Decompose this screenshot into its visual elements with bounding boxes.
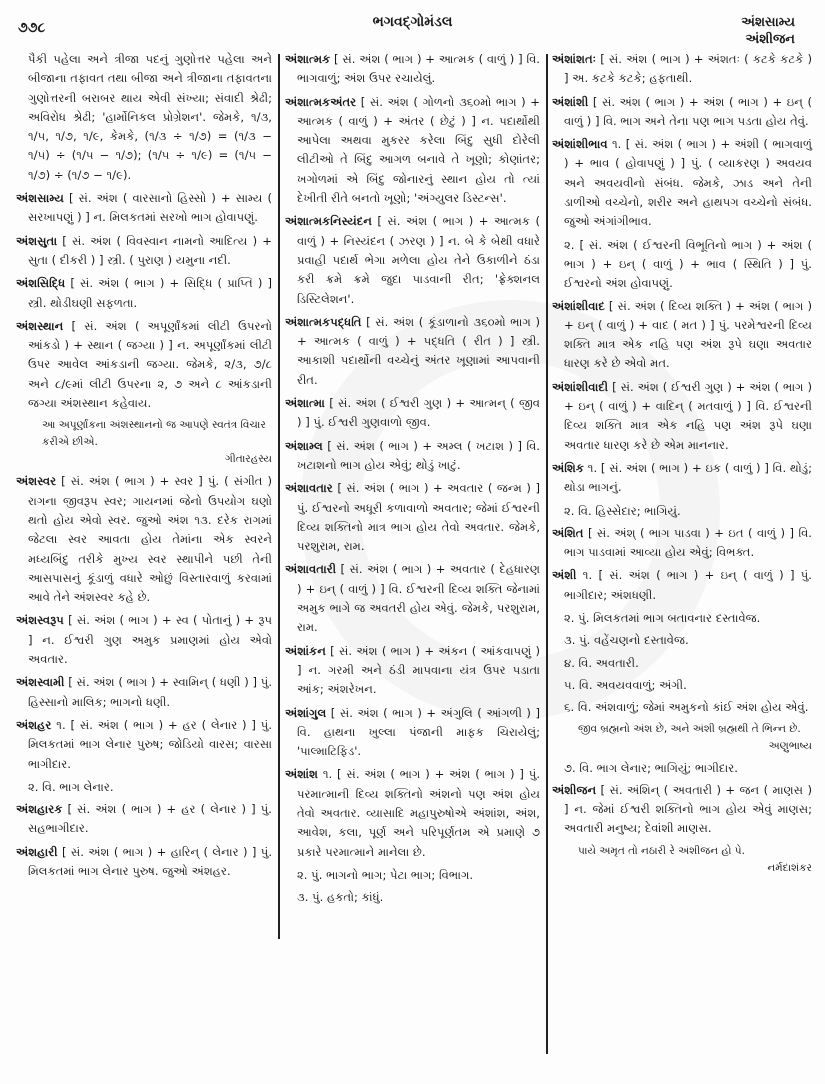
sense-item: ૨. વિ. હિસ્સેદાર; ભાગિયું. — [564, 503, 681, 518]
column-divider — [278, 54, 280, 939]
dictionary-entry — [285, 93, 540, 209]
page-number: ૭૭૮ — [18, 20, 46, 36]
sense-item: ૫. વિ. અવયવવાળું; અંગી. — [564, 677, 687, 692]
dictionary-entry — [16, 843, 272, 882]
column-3 — [552, 50, 812, 1068]
definition-text: [ સં. અંશ ( ભાગ ) + સ્વ ( પોતાનું ) + રૂપ ] ન. ઈશ્વરી ગુણ અમુક પ્રમાણમાં હોય એવો અવતાર. — [28, 613, 273, 667]
dictionary-entry — [16, 611, 272, 669]
dictionary-entry — [552, 459, 812, 498]
guide-word-first: અંશસામ્ય — [741, 15, 795, 30]
sense-item: ૭. વિ. ભાગ લેનાર; ભાગિયું; ભાગીદાર. — [564, 760, 738, 775]
headword: અંશાંશીવાદ — [552, 298, 605, 313]
definition-text: ૧. [ સં. અંશ ( ભાગ ) + ઇક ( વાળું ) ] વિ. થોડું; થોડા ભાગનું. — [564, 460, 812, 495]
dictionary-entry — [285, 765, 540, 861]
headword: અંશાંશી — [552, 94, 589, 109]
definition-text: [ સં. અંશ ( ભાગ ) + આત્મક ( વાળું ) + નિસ્યંદન ( ઝરણ ) ] ન. બે કે બેથી વધારે પ્રવાહી પદાર્થ ભેગા મળેલા હોય તેને ઉકાળીને ઠંડા કરી ક્રમે ક્રમે જુદા પાડવાની રીત; 'ફ્રેક્શનલ ડિસ્ટિલેશન'. — [297, 214, 540, 306]
headword: અંશસ્વામી — [16, 675, 65, 690]
sense-item: ૪. વિ. અવતારી. — [564, 655, 639, 670]
definition-text: [ સં. અંશ ( ભાગ ) + સ્વર ] પું. ( સંગીત ) રાગના જીવરૂપ સ્વર; ગાયનમાં જેનો ઉપયોગ ઘણો થતો હોય એવો સ્વર. જુઓ અંશ ૧૩. દરેક રાગમાં જેટલા સ્વર આવતા હોય તેમાંના એક સ્વરને મધ્યબિંદુ તરીકે મુખ્ય સ્વર સ્થાપીને પછી તેની આસપાસનું કૂંડાળું વધારે ઓછું વિસ્તારવાળું કરવામાં આવે તેને અંશસ્વર કહે છે. — [28, 474, 272, 605]
dictionary-entry — [16, 673, 272, 712]
definition-text: [ સં. અંશ્ ( ભાગ પાડવા ) + ઇત ( વાળું ) ] વિ. ભાગ પાડવામાં આવ્યા હોય એવું; વિભક્ત. — [564, 525, 812, 560]
dictionary-entry — [552, 50, 812, 89]
sense-item: ૨. પું. મિલકતમાં ભાગ બતાવનાર દસ્તાવેજ. — [564, 611, 761, 626]
headword: અંશસ્વર — [16, 474, 57, 489]
headword: અંશસ્વરૂપ — [16, 613, 64, 628]
sense-item: ૨. પું. ભાગનો ભાગ; પેટા ભાગ; વિભાગ. — [297, 867, 474, 882]
dictionary-entry — [16, 189, 272, 228]
guide-words — [741, 14, 795, 48]
dictionary-entry — [285, 212, 540, 308]
dictionary-entry — [285, 479, 540, 556]
headword: અંશીજન — [552, 782, 597, 797]
definition-text: [ સં. અંશ ( ભાગ ) + અંશ ( ભાગ ) + ઇન્ ( વાળું ) ] વિ. ભાગ અને તેના પણ ભાગ પડતા હોય તેવું. — [564, 94, 812, 128]
definition-text: [ સં. અંશ ( ભાગ ) + અમ્લ ( ખટાશ ) ] વિ. ખટાશનો ભાગ હોય એવું; થોડું ખાટું. — [297, 438, 540, 472]
definition-text: [ સં. અંશ ( ઈશ્વરી ગુણ ) + આત્મન્ ( જીવ ) ] પું. ઈશ્વરી ગુણવાળો જીવ. — [297, 396, 541, 430]
quote-text: જીવ બ્રહ્મનો અંશ છે, અને અંશી બ્રહ્મથી તે ભિન્ન છે. — [578, 722, 801, 735]
dictionary-entry — [16, 472, 272, 607]
quote-text: આ અપૂર્ણાંકના અંશસ્થાનનો જ આપણે સ્વતંત્ર વિચાર કરીએ છીએ. — [42, 419, 266, 449]
headword: અંશહર — [16, 717, 52, 732]
headword: અંશામ્લ — [285, 438, 323, 453]
dictionary-entry — [285, 394, 540, 433]
book-title: ભગવદ્ગોમંડલ — [372, 14, 453, 30]
headword: અંશહારી — [16, 844, 58, 859]
definition-text: ૧. [ સં. અંશ ( ભાગ ) + અંશ ( ભાગ ) ] પું. પરમાત્માની દિવ્ય શક્તિનો અંશનો પણ અંશ હોય તેવો અવતાર. વ્યાસાદિ મહાપુરુષોએ અંશાંશ, અંશ, આવેશ, કલા, પૂર્ણ અને પરિપૂર્ણતમ એ પ્રમાણે ૭ પ્રકારે પરમાત્માને માનેલા છે. — [297, 767, 541, 859]
dictionary-entry — [16, 317, 272, 413]
definition-text: [ સં. અંશ ( ભાગ ) + અંકન ( આંકવાપણું ) ] ન. ગરમી અને ઠંડી માપવાના યંત્ર ઉપર પડાતા આંક; અંશરેખન. — [297, 643, 540, 697]
sense-item: ૨. [ સં. અંશ ( ઈશ્વરની વિભૂતિનો ભાગ ) + અંશ ( ભાગ ) + ઇન્ ( વાળું ) + ભાવ ( સ્થિતિ ) ] પું. ઈશ્વરનો અંશ હોવાપણું. — [564, 237, 812, 291]
citation-quote — [42, 417, 272, 468]
dictionary-entry — [285, 642, 540, 700]
definition-text: [ સં. અંશ ( વિવસ્વાન નામનો આદિત્ય ) + સુતા ( દીકરી ) ] સ્ત્રી. ( પુરાણ ) યમુના નદી. — [28, 233, 272, 267]
headword: અંશાવતારી — [285, 562, 337, 577]
dictionary-entry — [16, 274, 272, 313]
column-divider — [546, 54, 548, 1054]
dictionary-entry — [16, 800, 272, 839]
headword: અંશાંશીવાદી — [552, 379, 609, 394]
definition-text: [ સં. અંશ ( ભાગ ) + સિદ્ધિ ( પ્રાપ્તિ ) ] સ્ત્રી. થોડીઘણી સફળતા. — [28, 276, 272, 310]
headword: અંશાત્મકનિસ્યંદન — [285, 214, 372, 229]
definition-text: [ સં. અંશ ( કૂંડાળાનો ૩૬૦મો ભાગ ) + આત્મક ( વાળું ) + પદ્ધતિ ( રીત ) ] સ્ત્રી. આકાશી પદાર્થોની વચ્ચેનું અંતર ખૂણામાં આપવાની રીત. — [297, 314, 541, 387]
definition-text: [ સં. અંશ ( ભાગ ) + આત્મક ( વાળું ) ] વિ. ભાગવાળું; અંશ ઉપર રચાયેલું. — [297, 52, 540, 86]
dictionary-entry — [285, 704, 540, 762]
dictionary-entry — [285, 437, 540, 476]
citation-quote — [578, 843, 812, 877]
definition-text: [ સં. અંશ ( ઈશ્વરી ગુણ ) + અંશ ( ભાગ ) + ઇન્ ( વાળું ) + વાદિન્ ( મતવાળું ) ] વિ. ઈશ્વરની દિવ્ય શક્તિ માત્ર એક નહિ પણ અંશ રૂપે ઘણા અવતાર ધારણ કરે છે એમ માનનાર. — [564, 379, 812, 452]
headword: અંશી — [552, 568, 577, 583]
definition-text: [ સં. અંશ ( અપૂર્ણાંકમાં લીટી ઉપરનો આંકડો ) + સ્થાન ( જગ્યા ) ] ન. અપૂર્ણાંકમાં લીટી ઉપર આવેલ આંકડાની જગ્યા. જેમકે, ૨/૩, ૭/૮ અને ૮/૯માં લીટી ઉપરના ૨, ૭ અને ૮ આંકડાની જગ્યા અંશસ્થાન કહેવાય. — [28, 318, 273, 411]
dictionary-entry — [16, 50, 272, 185]
headword: અંશાંકન — [285, 643, 326, 658]
headword: અંશાંશતઃ — [552, 52, 596, 66]
sense-item: ૩. પું. વહેંચણનો દસ્તાવેજ. — [564, 633, 689, 648]
headword: અંશસામ્ય — [16, 191, 64, 206]
dictionary-entry — [285, 313, 540, 390]
headword: અંશસુતા — [16, 233, 58, 248]
headword: અંશાવતાર — [285, 481, 333, 496]
definition-text: [ સં. અંશ ( ભાગ ) + અવતાર ( જન્મ ) ] પું. ઈશ્વરનો અધૂરી કળાવાળો અવતાર; જેમાં ઈશ્વરની દિવ્ય શક્તિનો માત્ર ભાગ હોય તેવો અવતાર. જેમકે, પરશુરામ, રામ. — [297, 481, 541, 554]
headword: અંશાત્મકપદ્ધતિ — [285, 314, 362, 329]
definition-text: [ સં. અંશિન્ ( અવતારી ) + જન ( માણસ ) ] ન. જેમાં ઈશ્વરી શક્તિનો ભાગ હોય એવું માણસ; અવતારી મનુષ્ય; દેવાંશી માણસ. — [564, 782, 812, 836]
dictionary-entry — [552, 566, 812, 605]
dictionary-entry — [552, 135, 812, 231]
definition-text: [ સં. અંશ ( વારસાનો હિસ્સો ) + સામ્ય ( સરખાપણું ) ] ન. મિલકતમાં સરખો ભાગ હોવાપણું. — [28, 191, 272, 225]
dictionary-entry — [552, 524, 812, 563]
quote-source: નર્મદાશંકર — [767, 861, 812, 874]
definition-text: ૧. [ સં. અંશ ( ભાગ ) + હર ( લેનાર ) ] પું. મિલકતમાં ભાગ લેનાર પુરુષ; જોડિયો વારસ; વારસા ભાગીદાર. — [28, 717, 273, 771]
dictionary-entry — [285, 560, 540, 637]
definition-text: [ સં. અંશ ( ભાગ ) + અવતાર ( દેહધારણ ) + ઇન્ ( વાળું ) ] વિ. ઈશ્વરની દિવ્ય શક્તિ જેનામાં અમુક ભાગે જ અવતરી હોય એવું. જેમકે, પરશુરામ, રામ. — [297, 562, 540, 635]
dictionary-entry — [552, 93, 812, 132]
quote-text: પાયે અમૃત તો નઠારી રે અંશીજન હો પે. — [578, 844, 745, 857]
dictionary-entry — [16, 232, 272, 271]
headword: અંશાંગુલ — [285, 705, 327, 720]
dictionary-entry — [552, 378, 812, 455]
definition-text: [ સં. અંશ ( ભાગ ) + હારિન્ ( લેનાર ) ] પું. મિલકતમાં ભાગ લેનાર પુરુષ. જુઓ અંશહર. — [28, 844, 273, 878]
definition-text: [ સં. અંશ ( ભાગ ) + હર ( લેનાર ) ] પું. સહભાગીદાર. — [28, 802, 272, 836]
headword: અંશાંશ — [285, 767, 318, 782]
definition-text: પૈકી પહેલા અને ત્રીજા પદનું ગુણોત્તર પહેલા અને બીજાના તફાવત તથા બીજા અને ત્રીજાના તફાવતના ગુણોત્તરની બરાબર થાય એવી સંખ્યા; સંવાદી શ્રેઢી; અવિરોધ શ્રેઢી; 'હાર્મોનિકલ પ્રોગ્રેશન'. જેમકે, ૧/૩, ૧/૫, ૧/૭, ૧/૯, કેમકે, (૧/૩ ÷ ૧/૭) = (૧/૩ − ૧/૫) ÷ (૧/૫ − ૧/૭); (૧/૫ ÷ ૧/૯) = (૧/૫ − ૧/૭) ÷ (૧/૭ − ૧/૯). — [28, 52, 272, 182]
headword: અંશાત્મક — [285, 52, 331, 66]
citation-quote — [578, 721, 812, 755]
headword: અંશાંશીભાવ — [552, 137, 608, 152]
definition-text: ૧. [ સં. અંશ ( ભાગ ) + ઇન્ ( વાળું ) ] પું. ભાગીદાર; અંશધણી. — [564, 568, 812, 602]
headword: અંશસિદ્ધિ — [16, 276, 66, 291]
definition-text: ૧. [ સં. અંશ ( ભાગ ) + અંશી ( ભાગવાળું ) + ભાવ ( હોવાપણું ) ] પું. ( વ્યાકરણ ) અવયવ અને અવયવીનો સંબંધ. જેમકે, ઝાડ અને તેની ડાળીઓ વચ્ચેનો, શરીર અને હાથપગ વચ્ચેનો સંબંધ. જુઓ અંગાંગીભાવ. — [564, 137, 812, 229]
sense-item: ૨. વિ. ભાગ લેનાર. — [28, 779, 114, 794]
headword: અંશાત્મકઅંતર — [285, 94, 357, 109]
sense-item: ૬. વિ. અંશવાળું; જેમાં અમુકનો કાંઈ અંશ હોય એવું. — [564, 700, 809, 715]
dictionary-entry — [552, 781, 812, 839]
headword: અંશહારક — [16, 802, 63, 817]
dictionary-entry — [285, 50, 540, 89]
headword: અંશિક — [552, 460, 584, 475]
column-1 — [16, 50, 272, 1068]
column-2 — [285, 50, 540, 1068]
definition-text: [ સં. અંશ ( દિવ્ય શક્તિ ) + અંશ ( ભાગ ) + ઇન્ ( વાળું ) + વાદ ( મત ) ] પું. પરમેશ્વરની દિવ્ય શક્તિ માત્ર એક નહિ પણ અંશ રૂપે ઘણા અવતાર ધારણ કરે છે એવો મત. — [564, 298, 812, 371]
dictionary-entry — [16, 716, 272, 774]
definition-text: [ સં. અંશ ( ભાગ ) + સ્વામિન્ ( ધણી ) ] પું. હિસ્સાનો માલિક; ભાગનો ધણી. — [28, 675, 273, 709]
dictionary-entry — [552, 297, 812, 374]
headword: અંશિત — [552, 525, 584, 540]
quote-source: ગીતારહસ્ય — [225, 453, 272, 466]
definition-text: [ સં. અંશ ( ભાગ ) + અંગુલિ ( આંગળી ) ] વિ. હાથના ખુલ્લા પંજાની માફક ચિરાયેલું; 'પાલ્માટિફિડ'. — [297, 705, 541, 759]
quote-source: અણુભાષ્ય — [768, 739, 812, 752]
headword: અંશસ્થાન — [16, 318, 64, 333]
sense-item: ૩. પું. હકતો; કાંધું. — [297, 890, 384, 905]
definition-text: [ સં. અંશ ( ભાગ ) + અંશતઃ ( કટકે કટકે ) ] અ. કટકે કટકે; હફતાથી. — [564, 52, 813, 86]
guide-word-last: અંશીજન — [745, 32, 795, 47]
headword: અંશાત્મા — [285, 396, 325, 411]
definition-text: [ સં. અંશ ( ગોળનો ૩૬૦મો ભાગ ) + આત્મક ( વાળું ) + અંતર ( છેટું ) ] ન. પદાર્થોથી આપેલા અથવા મુકરર કરેલા બિંદુ સુધી દોરેલી લીટીઓ તે બિંદુ આગળ બનાવે તે ખૂણો; કોણાંતર; ખગોળમાં એ બિંદુ જોનારનું સ્થાન હોય તો ત્યાં દેખીતી રીતે બનતો ખૂણો; 'અંગ્યુલર ડિસ્ટન્સ'. — [297, 94, 541, 206]
page-header — [0, 14, 825, 48]
